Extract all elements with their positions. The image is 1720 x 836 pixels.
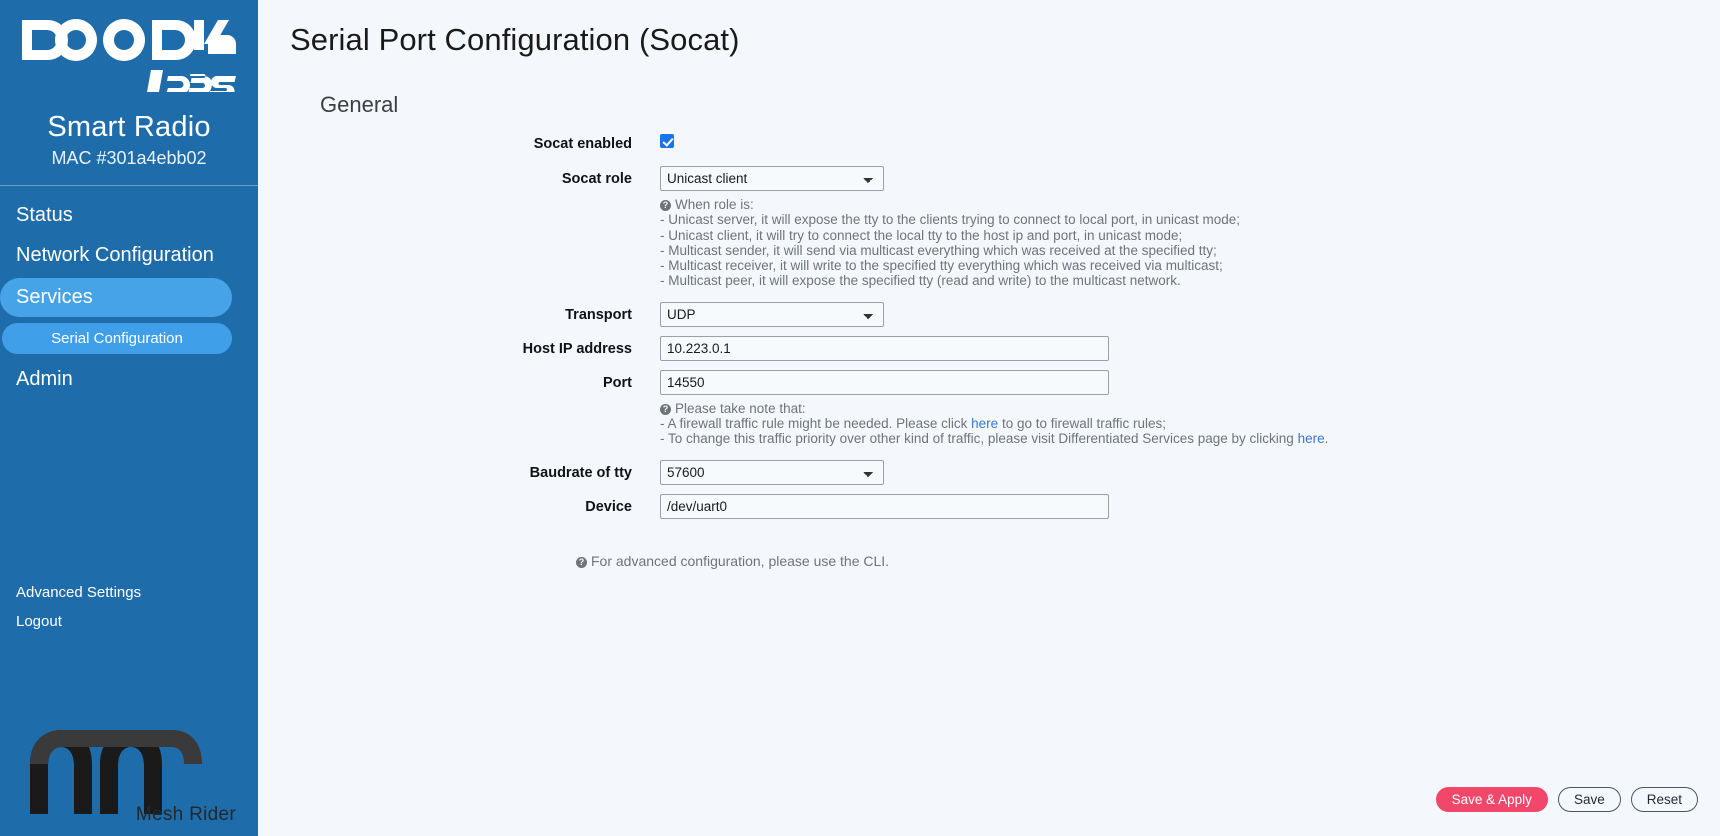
save-and-apply-button[interactable]: Save & Apply xyxy=(1436,787,1548,812)
label-baudrate-of-tty: Baudrate of tty xyxy=(529,464,632,481)
label-port: Port xyxy=(603,374,632,391)
sidebar xyxy=(0,0,258,836)
form-actions xyxy=(1436,787,1698,812)
sidebar-item-logout[interactable]: Logout xyxy=(16,613,62,630)
spacer xyxy=(258,289,1720,302)
label-socat-enabled: Socat enabled xyxy=(533,136,632,152)
port-input[interactable] xyxy=(660,370,1109,395)
device-input[interactable] xyxy=(660,494,1109,519)
reset-button[interactable]: Reset xyxy=(1631,787,1698,812)
sidebar-nav xyxy=(0,186,258,399)
brand-title: Smart Radio xyxy=(47,111,211,143)
socat-enabled-checkbox[interactable] xyxy=(660,134,674,148)
help-question-icon: ? xyxy=(660,200,671,211)
port-help-intro-text: Please take note that: xyxy=(675,400,806,416)
spacer xyxy=(258,447,1720,460)
socat-role-help-intro xyxy=(660,197,1720,212)
row-socat-enabled xyxy=(258,134,1720,153)
sidebar-item-network-configuration[interactable] xyxy=(0,235,258,276)
sidebar-item-admin[interactable]: Admin xyxy=(16,367,73,390)
socat-role-help-intro-text: When role is: xyxy=(675,197,754,212)
socat-role-help-line: - Multicast peer, it will expose the specified tty (read and write) to the multicast network. xyxy=(660,273,1181,289)
label-device: Device xyxy=(585,498,632,515)
port-help-line2-before: - To change this traffic priority over other kind of traffic, please visit Differentiated Services page by clicking xyxy=(660,431,1298,447)
sidebar-item-services[interactable]: Services xyxy=(0,278,232,317)
row-host-ip xyxy=(258,336,1720,361)
socat-role-help-line: - Multicast receiver, it will write to the specified tty everything which was received via multicast; xyxy=(660,258,1223,274)
spacer xyxy=(258,485,1720,494)
port-help-line2-after: . xyxy=(1324,431,1329,447)
sidebar-item-advanced-settings[interactable]: Advanced Settings xyxy=(16,584,142,601)
row-socat-role xyxy=(258,166,1720,289)
host-ip-address-input[interactable] xyxy=(660,336,1109,361)
port-help-line-firewall xyxy=(660,416,1720,431)
field-baudrate-of-tty xyxy=(660,460,1720,485)
page-title: Serial Port Configuration (Socat) xyxy=(290,22,740,57)
doodle-labs-logo xyxy=(0,0,258,92)
help-question-icon: ? xyxy=(576,557,587,568)
port-help-line1-before: - A firewall traffic rule might be needed. Please click xyxy=(660,416,972,432)
label-socat-role: Socat role xyxy=(561,171,632,187)
help-question-icon: ? xyxy=(660,404,671,415)
sidebar-item-serial-configuration[interactable]: Serial Configuration xyxy=(2,323,232,354)
row-port xyxy=(258,370,1720,447)
socat-role-help xyxy=(660,191,1720,289)
field-transport xyxy=(660,302,1720,327)
socat-role-help-line: - Unicast server, it will expose the tty to the clients trying to connect to local port, in unicast mode; xyxy=(660,212,1241,228)
label-host-ip-address: Host IP address xyxy=(522,340,632,357)
mesh-rider-label: Mesh Rider xyxy=(135,804,236,825)
main-content xyxy=(258,0,1720,836)
row-baudrate xyxy=(258,460,1720,485)
row-device xyxy=(258,494,1720,519)
sidebar-item-status[interactable]: Status xyxy=(16,203,73,226)
socat-role-select[interactable] xyxy=(660,166,884,191)
port-help-intro xyxy=(660,401,1720,416)
transport-select[interactable] xyxy=(660,302,884,327)
firewall-rules-link[interactable]: here xyxy=(971,416,999,432)
sidebar-item-network-configuration-label: Network Configuration xyxy=(16,243,214,266)
sidebar-bottom-links xyxy=(0,578,258,636)
socat-role-help-line: - Multicast sender, it will send via multicast everything which was received at the specified tty; xyxy=(660,242,1217,258)
port-help-line1-after: to go to firewall traffic rules; xyxy=(998,416,1167,432)
row-transport xyxy=(258,302,1720,327)
label-transport: Transport xyxy=(565,306,632,323)
spacer xyxy=(258,153,1720,166)
doodle-labs-logo-icon xyxy=(18,14,240,92)
port-help-line-diffserv xyxy=(660,431,1720,446)
brand-block xyxy=(0,112,258,169)
baudrate-select[interactable] xyxy=(660,460,884,485)
field-socat-role xyxy=(660,166,1720,289)
socat-role-help-line: - Unicast client, it will try to connect the local tty to the host ip and port, in unicast mode; xyxy=(660,227,1183,243)
mesh-rider-logo xyxy=(0,706,258,826)
differentiated-services-link[interactable]: here xyxy=(1297,431,1325,447)
port-help xyxy=(660,395,1720,447)
save-button[interactable]: Save xyxy=(1558,787,1621,812)
device-mac-address: MAC #301a4ebb02 xyxy=(51,147,207,168)
cli-note-text: For advanced configuration, please use the CLI. xyxy=(591,552,890,569)
field-host-ip-address xyxy=(660,336,1720,361)
section-title-general: General xyxy=(320,92,399,117)
cli-note xyxy=(258,553,1720,569)
spacer xyxy=(258,361,1720,370)
field-device xyxy=(660,494,1720,519)
field-socat-enabled xyxy=(660,134,1720,153)
spacer xyxy=(258,519,1720,553)
mesh-rider-m-icon xyxy=(22,706,236,818)
socat-form xyxy=(258,118,1720,569)
field-port xyxy=(660,370,1720,447)
spacer xyxy=(258,327,1720,336)
